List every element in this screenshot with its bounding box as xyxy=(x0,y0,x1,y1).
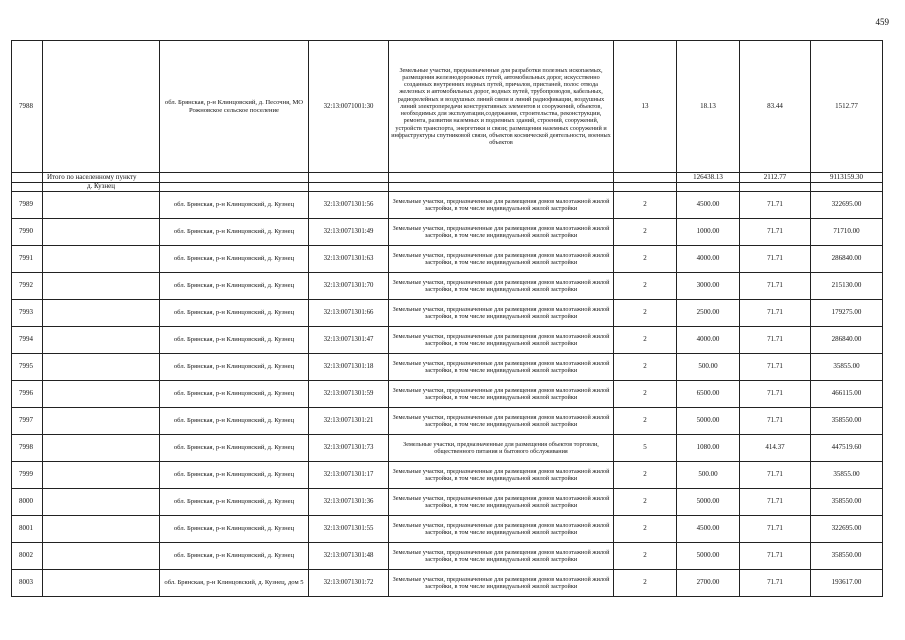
table-row xyxy=(12,273,883,300)
row-area: 1000.00 xyxy=(677,219,740,246)
row-cadastral: 32:13:0071301:47 xyxy=(309,327,389,354)
row-number: 7996 xyxy=(12,381,43,408)
row-description: Земельные участки, предназначенные для размещения домов малоэтажной жилой застройки, в том числе индивидуальной жилой застройки xyxy=(389,408,614,435)
empty-cell xyxy=(12,183,43,192)
row-cadastral: 32:13:0071301:55 xyxy=(309,516,389,543)
row-rate: 71.71 xyxy=(740,354,811,381)
table-row xyxy=(12,41,883,173)
row-number: 7995 xyxy=(12,354,43,381)
row-area: 3000.00 xyxy=(677,273,740,300)
row-category: 2 xyxy=(614,462,677,489)
row-rate: 71.71 xyxy=(740,408,811,435)
row-category: 2 xyxy=(614,246,677,273)
row-number: 7998 xyxy=(12,435,43,462)
row-value: 358550.00 xyxy=(811,408,883,435)
row-area: 2500.00 xyxy=(677,300,740,327)
row-value: 358550.00 xyxy=(811,489,883,516)
empty-cell xyxy=(160,183,309,192)
row-rate: 71.71 xyxy=(740,516,811,543)
table-row xyxy=(12,543,883,570)
row-cadastral: 32:13:0071301:70 xyxy=(309,273,389,300)
row-address: обл. Брянская, р-н Клинцовский, д. Кузнец xyxy=(160,381,309,408)
row-value: 215130.00 xyxy=(811,273,883,300)
row-address: обл. Брянская, р-н Клинцовский, д. Кузнец xyxy=(160,192,309,219)
empty-cell xyxy=(614,183,677,192)
total-label: Итого по населенному пункту xyxy=(43,173,160,183)
row-rate: 71.71 xyxy=(740,462,811,489)
empty-cell xyxy=(43,489,160,516)
empty-cell xyxy=(43,219,160,246)
row-cadastral: 32:13:0071301:66 xyxy=(309,300,389,327)
row-cadastral: 32:13:0071001:30 xyxy=(309,41,389,173)
empty-cell xyxy=(309,173,389,183)
row-address: обл. Брянская, р-н Клинцовский, д. Кузнец xyxy=(160,300,309,327)
row-description: Земельные участки, предназначенные для размещения объектов торговли, общественного питания и бытового обслуживания xyxy=(389,435,614,462)
row-description: Земельные участки, предназначенные для размещения домов малоэтажной жилой застройки, в том числе индивидуальной жилой застройки xyxy=(389,192,614,219)
empty-cell xyxy=(43,516,160,543)
row-number: 7990 xyxy=(12,219,43,246)
row-category: 2 xyxy=(614,219,677,246)
row-category: 2 xyxy=(614,408,677,435)
empty-cell xyxy=(43,300,160,327)
row-area: 5000.00 xyxy=(677,543,740,570)
row-cadastral: 32:13:0071301:73 xyxy=(309,435,389,462)
row-number: 7997 xyxy=(12,408,43,435)
row-value: 193617.00 xyxy=(811,570,883,597)
row-area: 5000.00 xyxy=(677,489,740,516)
empty-cell xyxy=(43,435,160,462)
row-description: Земельные участки, предназначенные для размещения домов малоэтажной жилой застройки, в том числе индивидуальной жилой застройки xyxy=(389,516,614,543)
row-cadastral: 32:13:0071301:18 xyxy=(309,354,389,381)
empty-cell xyxy=(43,327,160,354)
empty-cell xyxy=(43,41,160,173)
row-value: 35855.00 xyxy=(811,462,883,489)
row-value: 322695.00 xyxy=(811,516,883,543)
row-category: 2 xyxy=(614,273,677,300)
table-row xyxy=(12,462,883,489)
row-rate: 71.71 xyxy=(740,300,811,327)
row-category: 2 xyxy=(614,543,677,570)
row-address: обл. Брянская, р-н Клинцовский, д. Кузнец xyxy=(160,516,309,543)
empty-cell xyxy=(43,570,160,597)
row-value: 358550.00 xyxy=(811,543,883,570)
empty-cell xyxy=(309,183,389,192)
row-address: обл. Брянская, р-н Клинцовский, д. Кузнец xyxy=(160,219,309,246)
row-rate: 414.37 xyxy=(740,435,811,462)
row-cadastral: 32:13:0071301:49 xyxy=(309,219,389,246)
row-address: обл. Брянская, р-н Клинцовский, д. Песочня, МО Рожновское сельское поселение xyxy=(160,41,309,173)
row-cadastral: 32:13:0071301:72 xyxy=(309,570,389,597)
row-category: 2 xyxy=(614,489,677,516)
page-number: 459 xyxy=(875,17,889,27)
row-number: 7993 xyxy=(12,300,43,327)
row-cadastral: 32:13:0071301:59 xyxy=(309,381,389,408)
row-area: 5000.00 xyxy=(677,408,740,435)
row-description: Земельные участки, предназначенные для разработки полезных ископаемых, размещения железнодорожных путей, автомобильных дорог, искусственно созданных внутренних водных путей, причалов, пристаней, полос отвода железных и автомобильных дорог, водных путей, трубопроводов, кабельных, радиорелейных и воздушных линий связи и линий радиофикации, воздушных линий электропередачи конструктивных элементов и сооружений, объектов, необходимых для эксплуатации,содержания, строительства, реконструкции, ремонта, развития наземных и подземных зданий, строений, сооружений, устройств транспорта, энергетики и связи; размещения наземных сооружений и инфраструктуры спутниковой связи, объектов космической деятельности, военных объектов xyxy=(389,41,614,173)
row-area: 500.00 xyxy=(677,354,740,381)
row-rate: 83.44 xyxy=(740,41,811,173)
empty-cell xyxy=(43,381,160,408)
row-value: 179275.00 xyxy=(811,300,883,327)
row-category: 2 xyxy=(614,381,677,408)
row-area: 4500.00 xyxy=(677,192,740,219)
row-area: 1080.00 xyxy=(677,435,740,462)
row-address: обл. Брянская, р-н Клинцовский, д. Кузнец xyxy=(160,273,309,300)
row-value: 466115.00 xyxy=(811,381,883,408)
row-description: Земельные участки, предназначенные для размещения домов малоэтажной жилой застройки, в том числе индивидуальной жилой застройки xyxy=(389,273,614,300)
table-row xyxy=(12,570,883,597)
table-row xyxy=(12,489,883,516)
table-row xyxy=(12,300,883,327)
empty-cell xyxy=(43,543,160,570)
row-address: обл. Брянская, р-н Клинцовский, д. Кузнец, дом 5 xyxy=(160,570,309,597)
table-row xyxy=(12,408,883,435)
table-row xyxy=(12,381,883,408)
row-category: 2 xyxy=(614,300,677,327)
row-area: 4000.00 xyxy=(677,246,740,273)
row-rate: 71.71 xyxy=(740,327,811,354)
table-row xyxy=(12,435,883,462)
table-row xyxy=(12,327,883,354)
empty-cell xyxy=(43,192,160,219)
row-cadastral: 32:13:0071301:17 xyxy=(309,462,389,489)
table-row xyxy=(12,516,883,543)
row-rate: 71.71 xyxy=(740,273,811,300)
row-cadastral: 32:13:0071301:36 xyxy=(309,489,389,516)
row-area: 6500.00 xyxy=(677,381,740,408)
row-rate: 71.71 xyxy=(740,246,811,273)
row-value: 286840.00 xyxy=(811,246,883,273)
row-cadastral: 32:13:0071301:56 xyxy=(309,192,389,219)
row-address: обл. Брянская, р-н Клинцовский, д. Кузнец xyxy=(160,354,309,381)
row-description: Земельные участки, предназначенные для размещения домов малоэтажной жилой застройки, в том числе индивидуальной жилой застройки xyxy=(389,543,614,570)
row-area: 4500.00 xyxy=(677,516,740,543)
row-cadastral: 32:13:0071301:63 xyxy=(309,246,389,273)
row-address: обл. Брянская, р-н Клинцовский, д. Кузнец xyxy=(160,489,309,516)
row-number: 7999 xyxy=(12,462,43,489)
empty-cell xyxy=(677,183,740,192)
row-value: 286840.00 xyxy=(811,327,883,354)
row-number: 7991 xyxy=(12,246,43,273)
empty-cell xyxy=(389,183,614,192)
empty-cell xyxy=(43,408,160,435)
settlement-row xyxy=(12,183,883,192)
row-address: обл. Брянская, р-н Клинцовский, д. Кузнец xyxy=(160,327,309,354)
table-row xyxy=(12,192,883,219)
table-row xyxy=(12,219,883,246)
row-category: 5 xyxy=(614,435,677,462)
row-rate: 71.71 xyxy=(740,381,811,408)
empty-cell xyxy=(43,354,160,381)
row-address: обл. Брянская, р-н Клинцовский, д. Кузнец xyxy=(160,246,309,273)
empty-cell xyxy=(43,462,160,489)
row-value: 322695.00 xyxy=(811,192,883,219)
row-number: 7994 xyxy=(12,327,43,354)
row-number: 7989 xyxy=(12,192,43,219)
row-description: Земельные участки, предназначенные для размещения домов малоэтажной жилой застройки, в том числе индивидуальной жилой застройки xyxy=(389,462,614,489)
row-address: обл. Брянская, р-н Клинцовский, д. Кузнец xyxy=(160,462,309,489)
row-description: Земельные участки, предназначенные для размещения домов малоэтажной жилой застройки, в том числе индивидуальной жилой застройки xyxy=(389,489,614,516)
table-row xyxy=(12,246,883,273)
empty-cell xyxy=(160,173,309,183)
row-value: 71710.00 xyxy=(811,219,883,246)
row-number: 8001 xyxy=(12,516,43,543)
row-cadastral: 32:13:0071301:21 xyxy=(309,408,389,435)
row-description: Земельные участки, предназначенные для размещения домов малоэтажной жилой застройки, в том числе индивидуальной жилой застройки xyxy=(389,219,614,246)
row-category: 13 xyxy=(614,41,677,173)
row-value: 447519.60 xyxy=(811,435,883,462)
empty-cell xyxy=(43,273,160,300)
table-row xyxy=(12,354,883,381)
cadastral-table xyxy=(11,40,883,597)
row-area: 2700.00 xyxy=(677,570,740,597)
row-category: 2 xyxy=(614,354,677,381)
settlement-name: д. Кузнец xyxy=(43,183,160,192)
total-row xyxy=(12,173,883,183)
row-category: 2 xyxy=(614,516,677,543)
row-category: 2 xyxy=(614,570,677,597)
total-area: 126438.13 xyxy=(677,173,740,183)
row-value: 35855.00 xyxy=(811,354,883,381)
row-cadastral: 32:13:0071301:48 xyxy=(309,543,389,570)
total-value: 9113159.30 xyxy=(811,173,883,183)
row-rate: 71.71 xyxy=(740,219,811,246)
table-body xyxy=(12,41,883,597)
row-category: 2 xyxy=(614,192,677,219)
row-number: 8000 xyxy=(12,489,43,516)
row-description: Земельные участки, предназначенные для размещения домов малоэтажной жилой застройки, в том числе индивидуальной жилой застройки xyxy=(389,300,614,327)
empty-cell xyxy=(811,183,883,192)
row-description: Земельные участки, предназначенные для размещения домов малоэтажной жилой застройки, в том числе индивидуальной жилой застройки xyxy=(389,327,614,354)
row-rate: 71.71 xyxy=(740,192,811,219)
total-rate: 2112.77 xyxy=(740,173,811,183)
row-number: 7988 xyxy=(12,41,43,173)
row-address: обл. Брянская, р-н Клинцовский, д. Кузнец xyxy=(160,435,309,462)
row-area: 18.13 xyxy=(677,41,740,173)
row-address: обл. Брянская, р-н Клинцовский, д. Кузнец xyxy=(160,408,309,435)
empty-cell xyxy=(12,173,43,183)
row-rate: 71.71 xyxy=(740,570,811,597)
row-area: 4000.00 xyxy=(677,327,740,354)
row-number: 7992 xyxy=(12,273,43,300)
row-number: 8003 xyxy=(12,570,43,597)
row-description: Земельные участки, предназначенные для размещения домов малоэтажной жилой застройки, в том числе индивидуальной жилой застройки xyxy=(389,381,614,408)
row-rate: 71.71 xyxy=(740,543,811,570)
row-value: 1512.77 xyxy=(811,41,883,173)
row-category: 2 xyxy=(614,327,677,354)
row-area: 500.00 xyxy=(677,462,740,489)
row-number: 8002 xyxy=(12,543,43,570)
empty-cell xyxy=(614,173,677,183)
row-description: Земельные участки, предназначенные для размещения домов малоэтажной жилой застройки, в том числе индивидуальной жилой застройки xyxy=(389,570,614,597)
empty-cell xyxy=(740,183,811,192)
empty-cell xyxy=(389,173,614,183)
row-rate: 71.71 xyxy=(740,489,811,516)
row-description: Земельные участки, предназначенные для размещения домов малоэтажной жилой застройки, в том числе индивидуальной жилой застройки xyxy=(389,246,614,273)
row-description: Земельные участки, предназначенные для размещения домов малоэтажной жилой застройки, в том числе индивидуальной жилой застройки xyxy=(389,354,614,381)
empty-cell xyxy=(43,246,160,273)
row-address: обл. Брянская, р-н Клинцовский, д. Кузнец xyxy=(160,543,309,570)
